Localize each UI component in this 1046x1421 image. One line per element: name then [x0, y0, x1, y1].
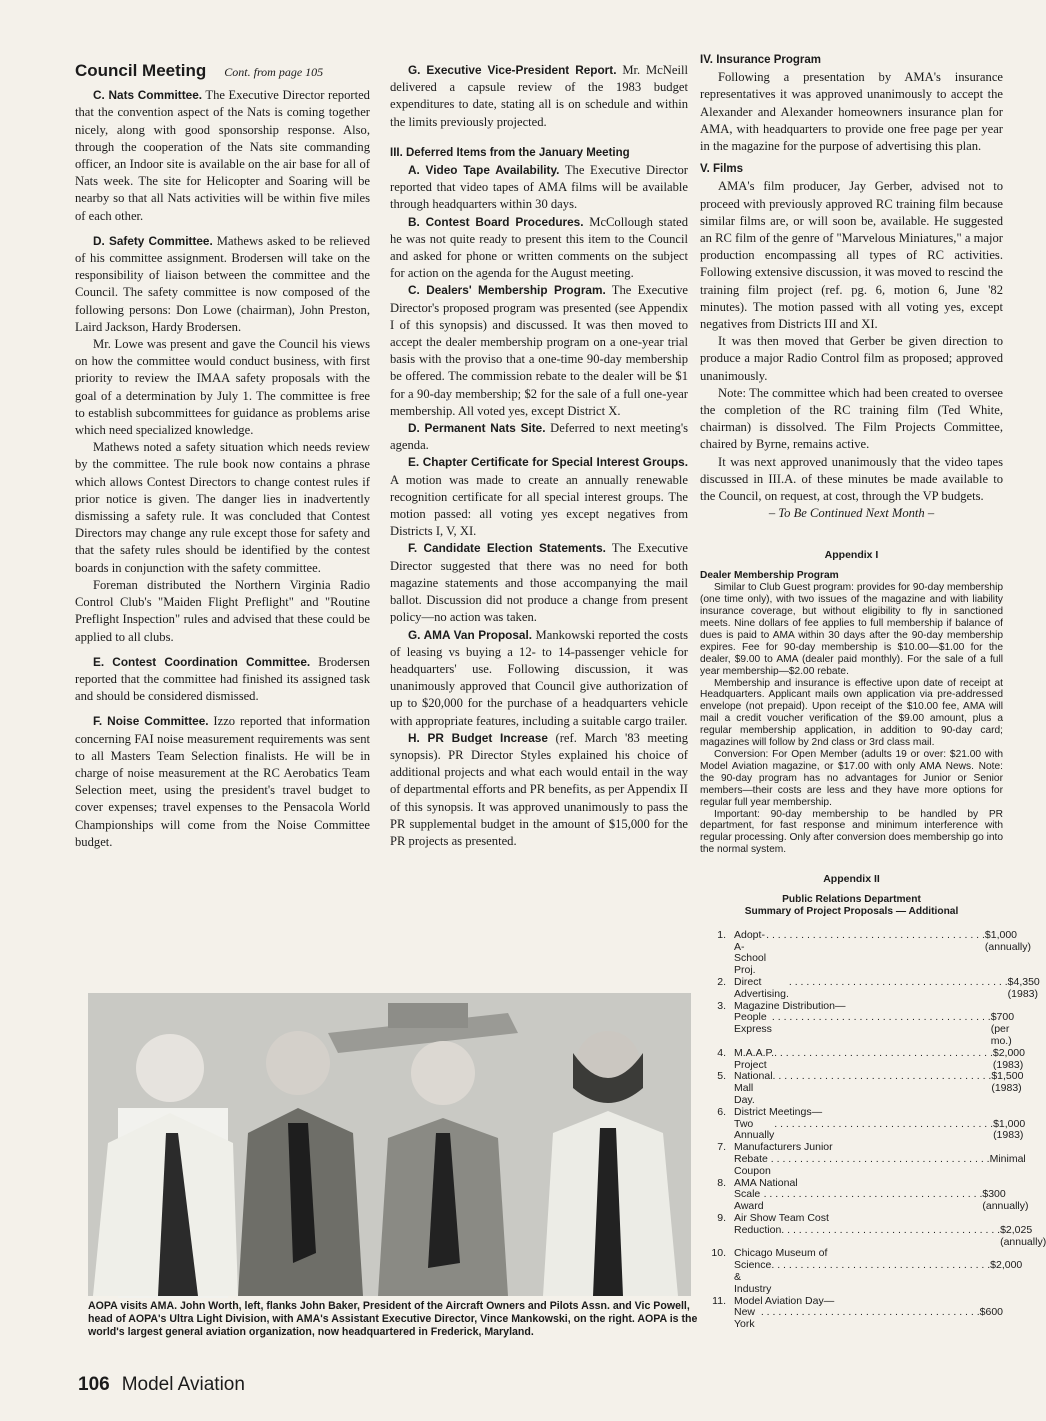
project-cost-line	[734, 1012, 1014, 1047]
paragraph-lead: D. Safety Committee.	[93, 233, 213, 248]
paragraph-lead: F. Candidate Election Statements.	[408, 541, 606, 556]
project-item	[700, 1247, 1023, 1295]
paragraph-text: Brodersen reported that the committee had finished its assigned task and should be considered dismissed.	[75, 654, 370, 704]
dot-leader	[774, 1119, 993, 1143]
paragraph	[75, 713, 370, 851]
project-item	[700, 1046, 1025, 1072]
paragraph-text: A motion was made to create an annually renewable recognition certificate for all special interest groups. The motion passed: all voting yes except negatives from Districts I, V, XI.	[390, 472, 688, 539]
dot-leader	[771, 1260, 990, 1295]
paragraph: It was then moved that Gerber be given direction to produce a major Radio Control film as proposed; approved unanimously.	[700, 334, 1003, 383]
appendix-paragraph: Important: 90-day membership to be handled by PR department, for fast response and minimum interference with regular processing. Only after conversion does membership go into the normal system.	[700, 808, 1003, 856]
project-name: Science & Industry	[734, 1259, 772, 1295]
project-item	[700, 1070, 1024, 1107]
paragraph-lead: E. Chapter Certificate for Special Interest Groups.	[408, 455, 688, 470]
project-item	[700, 1176, 1029, 1213]
paragraph: It was next approved unanimously that the video tapes discussed in III.A. of these minutes be made available to the Council, on request, at cost, through the VP budgets.	[700, 454, 1003, 504]
dot-leader	[772, 1012, 991, 1047]
appendix-1	[700, 550, 1003, 856]
project-cost: $2,000 (1983)	[992, 1046, 1025, 1071]
project-item	[700, 1105, 1026, 1142]
paragraph-text: Foreman distributed the Northern Virginia Radio Control Club's "Maiden Flight Preflight" and "Routine Preflight Inspection" rules and advised that these could be applied to all clubs.	[75, 577, 370, 644]
project-text	[734, 1178, 1028, 1213]
section-heading: IV. Insurance Program	[700, 54, 822, 66]
project-name: New York	[734, 1306, 756, 1331]
paragraph-text: Deferred to next meeting's agenda.	[390, 421, 688, 453]
appendix-subtitle: Dealer Membership Program	[700, 570, 839, 582]
project-cost: $1,000 (annually)	[984, 928, 1032, 953]
project-cost-line	[734, 1307, 1003, 1331]
project-number: 10.	[711, 1247, 726, 1260]
appendix-dept: Public Relations Department	[782, 894, 921, 906]
project-number: 2.	[717, 976, 726, 989]
project-number: 9.	[717, 1211, 726, 1224]
project-item	[700, 976, 1040, 1001]
dot-leader	[764, 1189, 983, 1213]
project-number: 3.	[717, 999, 726, 1012]
column-3	[700, 52, 1046, 1331]
project-cost-line	[734, 1260, 1022, 1295]
paragraph	[75, 336, 370, 439]
project-number: 6.	[717, 1105, 726, 1118]
project-cost-line	[734, 930, 1031, 977]
project-name: Reduction	[734, 1223, 782, 1236]
paragraph-text: The Executive Director reported that the convention aspect of the Nats is coming together nicely, along with good sponsorship response. Also, through the cooperation of the Nats site commanding officer, an Indoor site is available on the air base for all of Nats week. The site for Helicopter and Soaring will be nearby so that all Nats activities will be within five miles of each other.	[75, 88, 370, 223]
paragraph-text: The Executive Director reported that video tapes of AMA films will be available through headquarters within 30 days.	[390, 163, 688, 212]
column-2	[390, 62, 688, 850]
paragraph	[75, 439, 370, 577]
project-name-line1: AMA National	[734, 1176, 798, 1189]
project-text	[734, 930, 1031, 977]
paragraph	[390, 627, 688, 730]
paragraph	[75, 577, 370, 646]
paragraph	[390, 454, 688, 540]
project-cost: $2,025 (annually)	[1000, 1223, 1046, 1248]
appendix-title: Appendix I	[824, 549, 879, 562]
project-item	[700, 999, 1015, 1048]
project-text	[734, 1142, 1026, 1177]
project-cost-line	[734, 1071, 1023, 1106]
project-number: 7.	[717, 1141, 726, 1154]
project-item	[700, 1141, 1026, 1177]
project-text	[734, 1296, 1003, 1331]
project-number: 5.	[717, 1070, 726, 1083]
project-name: Direct Advertising.	[734, 976, 789, 1000]
paragraph-lead: B. Contest Board Procedures.	[408, 214, 584, 229]
paragraph-lead: G. AMA Van Proposal.	[408, 627, 533, 642]
project-cost: Minimal	[989, 1153, 1026, 1165]
project-text	[734, 1071, 1023, 1106]
paragraph	[75, 233, 370, 336]
paragraph	[390, 214, 688, 283]
paragraph: G. Executive Vice-President Report. Mr. McNeill delivered a capsule review of the 1983 budget expenditures to date, stating all is on schedule and within the limits previously projected.	[390, 63, 688, 129]
paragraph: AMA's film producer, Jay Gerber, advised not to proceed with previously approved RC training film because similar films are, or will soon be, available. He suggested an RC film of the genre of "Marvelous Miniatures," a major production encompassing all types of RC activities. Following extensive discussion, it was moved to rescind the training film project (ref. pg. 6, motion 6, June '82 minutes). The motion passed with all voting yes, except negatives from Districts III and XI.	[700, 179, 1003, 332]
paragraph	[75, 87, 370, 225]
paragraph-lead: F. Noise Committee.	[93, 714, 209, 729]
photo-caption: AOPA visits AMA. John Worth, left, flanks John Baker, President of the Aircraft Owners and Pilots Assn. and Vic Powell, head of AOPA's Ultra Light Division, with AMA's Assistant Executive Director, Vince Mankowski, on the right. AOPA is the world's largest general aviation organization, now headquartered in Frederick, Maryland.	[88, 1300, 698, 1338]
dot-leader	[766, 930, 985, 977]
paragraph	[390, 730, 688, 850]
paragraph-text: Mankowski reported the costs of leasing vs buying a 12- to 14-passenger vehicle for headquarters' use. Following discussion, it was unanimously approved that Council give authorization of up to $20,000 for the purchase of a headquarters vehicle with appropriate features, including a suitable cargo trailer.	[390, 627, 689, 728]
project-name-line1: Air Show Team Cost	[734, 1211, 829, 1224]
dot-leader	[774, 1048, 993, 1072]
paragraph-text: Mathews noted a safety situation which needs review by the committee. The rule book now contains a phrase which allows Contest Directors to change contest rules if prior notice is given. The danger lies in inadvertently dismissing a safety rule. It was concluded that Contest Directors may change any rule except those for safety and that the safety rules should be identified by the contest boards in conjunction with the safety committee.	[75, 440, 370, 575]
dot-leader	[761, 1307, 980, 1331]
project-name: M.A.A.P. Project	[734, 1046, 775, 1071]
project-text	[734, 1248, 1022, 1295]
dot-leader	[773, 1071, 992, 1106]
page-footer	[78, 1374, 245, 1396]
project-name: People Express	[734, 1011, 772, 1036]
paragraph-lead: A. Video Tape Availability.	[408, 163, 560, 178]
paragraph	[390, 162, 688, 214]
paragraph-text: McCollough stated he was not quite ready to present this item to the Council and asked for phone or written comments on the subject for action on the agenda for the August meeting.	[390, 214, 689, 281]
appendix-subtitle: Summary of Project Proposals — Additional	[744, 905, 959, 917]
project-cost-line	[734, 1189, 1028, 1213]
article-header	[75, 62, 370, 81]
paragraph: Following a presentation by AMA's insurance representatives it was approved unanimously to accept the Alexander and Alexander homeowners insurance plan for AMA, with headquarters to provide one free page per year in the magazine for the purpose of advertising this plan.	[700, 70, 1003, 154]
section-heading: III. Deferred Items from the January Meeting	[390, 146, 630, 159]
continued-from: Cont. from page 105	[224, 65, 324, 79]
project-text	[734, 977, 1040, 1001]
project-item	[700, 1296, 1003, 1331]
project-number: 4.	[717, 1046, 726, 1059]
project-number: 11.	[712, 1294, 726, 1307]
dot-leader	[781, 1225, 1000, 1249]
project-cost: $700 (per mo.)	[990, 1011, 1015, 1048]
paragraph-text: Mr. Lowe was present and gave the Council his views on how the committee would conduct business, with first priority to review the IMAA safety proposals with the goal of a determination by July 1. The committee is free to establish subcommittees for guidance as problems arise which need specialized knowledge.	[75, 337, 370, 438]
appendix-paragraph: Conversion: For Open Member (adults 19 or over: $21.00 with Model Aviation magazine, or $17.00 with only AMA News. Note: the 90-day program has no advantages for Junior or Senior members—their costs are less and they have more options for regular full year membership.	[700, 748, 1003, 808]
project-name-line1: Magazine Distribution—	[734, 999, 846, 1012]
paragraph: Note: The committee which had been created to oversee the completion of the RC training film (Ted White, chairman) is dissolved. The Film Projects Committee, chaired by Byrne, remains active.	[700, 385, 1003, 452]
paragraph	[390, 282, 688, 420]
project-cost: $1,000 (1983)	[993, 1117, 1026, 1142]
project-name: Scale Award	[734, 1188, 764, 1213]
project-cost-line	[734, 1048, 1025, 1072]
project-name-line1: Chicago Museum of	[734, 1247, 828, 1260]
project-number: 1.	[717, 928, 726, 941]
project-cost-line	[734, 1154, 1026, 1178]
project-text	[734, 1001, 1014, 1048]
project-name: Two Annually	[734, 1117, 775, 1142]
dot-leader	[789, 977, 1008, 1001]
project-name-line1: District Meetings—	[734, 1105, 823, 1118]
project-name-line1: Model Aviation Day—	[734, 1294, 835, 1307]
section-heading: V. Films	[700, 163, 744, 176]
dot-leader	[771, 1154, 990, 1178]
paragraph-text: (ref. March '83 meeting synopsis). PR Director Styles explained his choice of additional projects and what each would entail in the way of departmental efforts and PR benefits, as per Appendix II of this synopsis. It was approved unanimously to pass the PR supplemental budget in the amount of $15,000 for the PR projects as presented.	[390, 730, 688, 848]
project-list	[700, 928, 1046, 1331]
appendix-title: Appendix II	[823, 873, 880, 886]
paragraph-text: Mathews asked to be relieved of his committee assignment. Brodersen will take on the responsibility of liaison between the committee and the Council. The safety committee is now composed of the following persons: Don Lowe (chairman), John Preston, Laird Jackson, Hardy Brodersen.	[75, 233, 370, 334]
project-cost-line	[734, 977, 1040, 1001]
paragraph	[390, 540, 688, 626]
continued-next-month: – To Be Continued Next Month –	[768, 506, 935, 521]
project-number: 8.	[717, 1176, 726, 1189]
paragraph-lead: D. Permanent Nats Site.	[408, 421, 546, 436]
paragraph-text: The Executive Director suggested that there was no need for both magazine statements and those accompanying the mail ballot. Discussion did not produce a change from present policy—no action was taken.	[390, 541, 689, 625]
project-text	[734, 1213, 1046, 1248]
project-cost: $300 (annually)	[982, 1188, 1029, 1213]
paragraph-text: The Executive Director's proposed program was presented (see Appendix I of this synopsis) and discussed. It was then moved to accept the dealer membership program on a one-year trial basis with the proviso that a one-time 90-day membership be offered. The commission rebate to the dealer will be $1 for a 90-day membership; $2 for the sale of a full one-year membership. All voted yes, except District X.	[390, 283, 689, 418]
column-1	[75, 62, 370, 851]
project-item	[700, 1211, 1046, 1248]
project-name: Adopt-A-School Proj.	[734, 928, 767, 977]
project-cost: $600	[979, 1306, 1003, 1319]
paragraph-lead: C. Nats Committee.	[93, 88, 203, 103]
paragraph-lead: E. Contest Coordination Committee.	[93, 654, 311, 669]
appendix-paragraph: Similar to Club Guest program: provides for 90-day membership (one time only), with two issues of the magazine and with liability insurance coverage, but without eligibility to fly in sanctioned meets. Nine dollars of fee applies to full membership if balance of dues is paid to AMA within 30 days after the 90-day membership expires. Fee for 90-day membership is $10.00—$1.00 for the dealer, $9.00 to AMA (dealer paid monthly). For the sale of a full year membership—$2.00 rebate.	[700, 582, 1003, 677]
appendix-paragraph: Membership and insurance is effective upon date of receipt at Headquarters. Applicant mails own application via pre-addressed envelope (not prepaid). Upon receipt of the $10.00 fee, AMA will mail a credit voucher verification of the $9.00 amount, plus a regular membership application, in addition to 90-day card; magazines will follow by 2nd class or 3rd class mail.	[700, 677, 1003, 749]
paragraph-text: Izzo reported that information concerning FAI noise measurement requirements was sent to all Masters Team Selection finalists. He will be in charge of noise measurement at the RC Aerobatics Team Selection meet, using the president's travel budget to cover expenses; travel expenses to the Pensacola World Championships will come from the Noise Committee budget.	[75, 714, 371, 849]
project-text	[734, 1107, 1025, 1142]
paragraph	[75, 654, 370, 706]
paragraph-lead: H. PR Budget Increase	[408, 730, 548, 745]
appendix-2	[700, 873, 1046, 1331]
photo-illustration	[88, 993, 691, 1296]
project-name: Rebate Coupon	[734, 1153, 771, 1177]
project-name-line1: Manufacturers Junior	[734, 1141, 833, 1154]
project-item	[700, 928, 1032, 977]
article-title: Council Meeting	[75, 61, 207, 80]
project-cost: $1,500 (1983)	[991, 1070, 1024, 1095]
project-name: National Mall Day.	[734, 1070, 773, 1107]
page-number: 106	[78, 1374, 110, 1395]
paragraph-lead: C. Dealers' Membership Program.	[408, 283, 606, 298]
paragraph	[390, 420, 688, 454]
project-cost-line	[734, 1225, 1046, 1249]
project-cost: $2,000	[990, 1259, 1023, 1272]
project-text	[734, 1048, 1025, 1072]
project-cost-line	[734, 1119, 1025, 1143]
group-photo	[88, 993, 691, 1296]
magazine-name: Model Aviation	[121, 1374, 245, 1395]
project-cost: $4,350 (1983)	[1007, 976, 1040, 1000]
